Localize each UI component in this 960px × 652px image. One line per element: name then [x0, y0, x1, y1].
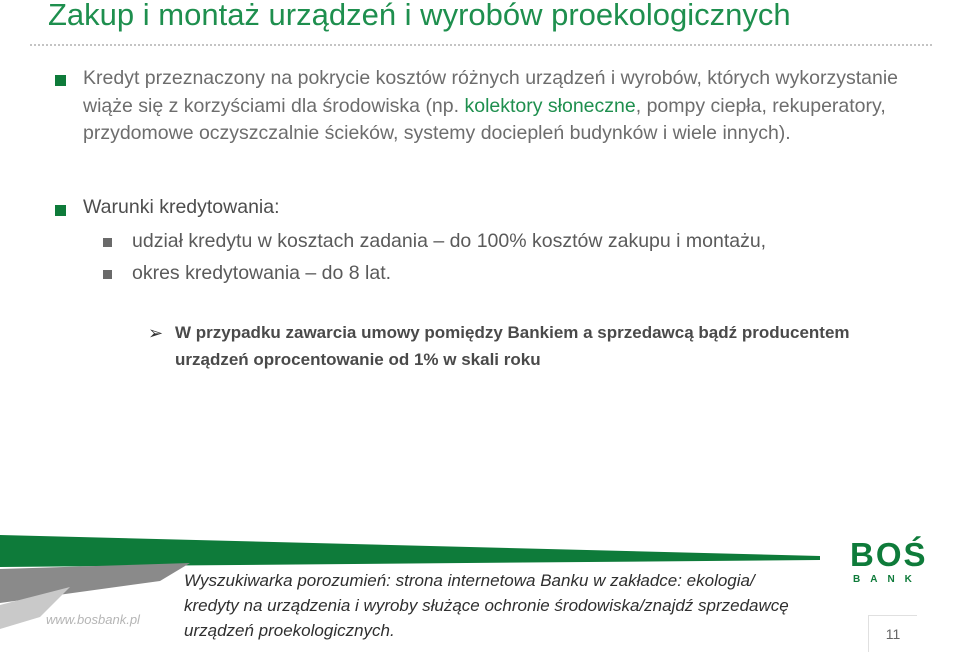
- title-divider: [30, 44, 932, 46]
- bullet-square-icon: [55, 75, 66, 86]
- logo-wordmark: BOŚ: [850, 536, 928, 573]
- condition-item: udział kredytu w kosztach zadania – do 100% kosztów zakupu i montażu,: [132, 230, 767, 252]
- interest-note: W przypadku zawarcia umowy pomiędzy Bankiem a sprzedawcą bądź producentem urządzeń oprocentowanie od 1% w skali roku: [175, 323, 850, 369]
- credit-description-text: Kredyt przeznaczony na pokrycie kosztów różnych urządzeń i wyrobów, których wykorzystanie wiąże się z korzyściami dla środowiska (np.: [83, 67, 899, 117]
- arrow-bullet-icon: ➢: [148, 323, 164, 343]
- sub-bullet-square-icon: [103, 238, 112, 247]
- footer-search-note: Wyszukiwarka porozumień: strona internetowa Banku w zakładce: ekologia/ kredyty na urządzenia i wyroby służące ochronie środowiska/znajdź sprzedawcę urządzeń proekologicznych.: [184, 571, 789, 640]
- condition-item: okres kredytowania – do 8 lat.: [132, 262, 392, 284]
- sub-bullet-square-icon: [103, 270, 112, 279]
- highlighted-term: kolektory słoneczne: [464, 94, 636, 117]
- page-number: 11: [868, 615, 917, 652]
- bullet-square-icon: [55, 205, 66, 216]
- credit-description-text-end: , pompy ciepła, rekuperatory, przydomowe oczyszczalnie ścieków, systemy dociepleń budynków i wiele innych).: [83, 94, 886, 144]
- logo-subtitle: BANK: [853, 574, 922, 585]
- conditions-heading: Warunki kredytowania:: [83, 196, 280, 218]
- bos-bank-logo: [850, 536, 930, 590]
- credit-description: [83, 65, 943, 148]
- bank-website-link[interactable]: www.bosbank.pl: [46, 612, 140, 627]
- slide-title: Zakup i montaż urządzeń i wyrobów proekologicznych: [48, 0, 791, 32]
